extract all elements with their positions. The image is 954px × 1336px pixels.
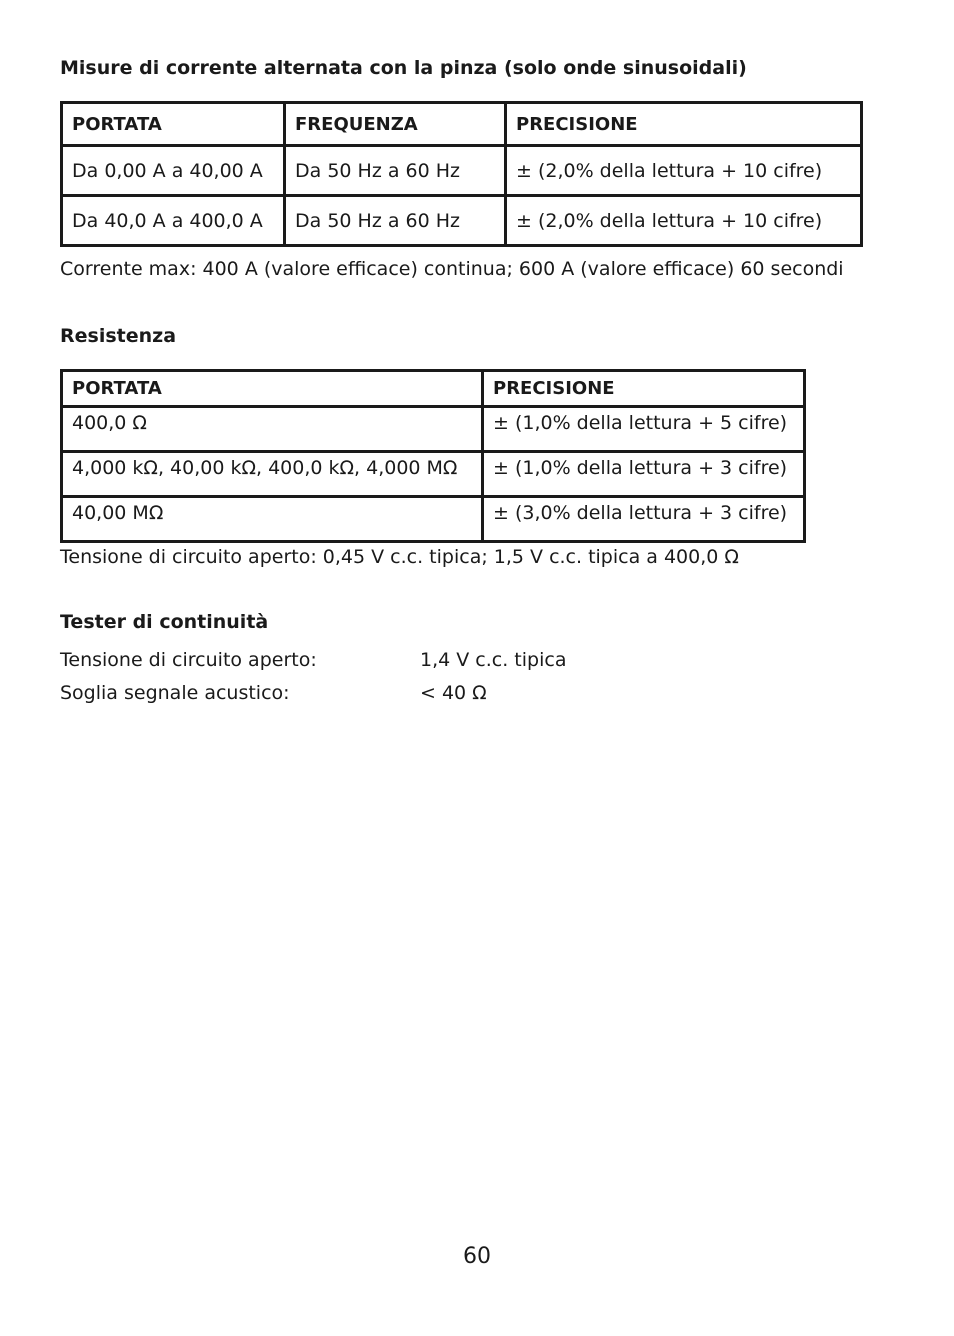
table-cell: ± (3,0% della lettura + 3 cifre) (483, 497, 805, 542)
table-cell: 40,00 MΩ (62, 497, 483, 542)
spec-value: < 40 Ω (420, 682, 487, 704)
table-header-row (62, 371, 805, 407)
spec-label: Tensione di circuito aperto: (60, 649, 317, 671)
continuity-heading: Tester di continuità (60, 611, 269, 633)
resistance-table (60, 369, 806, 543)
column-header-precisione: PRECISIONE (483, 371, 805, 407)
column-header-precisione: PRECISIONE (506, 103, 862, 146)
ac-current-table (60, 101, 863, 247)
table-cell: ± (1,0% della lettura + 5 cifre) (483, 407, 805, 452)
table-cell: Da 0,00 A a 40,00 A (62, 146, 285, 196)
spec-value: 1,4 V c.c. tipica (420, 649, 567, 671)
table-row (62, 452, 805, 497)
table-row (62, 497, 805, 542)
table-cell: ± (2,0% della lettura + 10 cifre) (506, 196, 862, 246)
ac-current-heading: Misure di corrente alternata con la pinza (solo onde sinusoidali) (60, 57, 747, 79)
page-number: 60 (463, 1244, 491, 1269)
table-header-row (62, 103, 862, 146)
column-header-portata: PORTATA (62, 371, 483, 407)
ac-current-note: Corrente max: 400 A (valore efficace) continua; 600 A (valore efficace) 60 secondi (60, 258, 844, 280)
table-cell: ± (2,0% della lettura + 10 cifre) (506, 146, 862, 196)
table-cell: 400,0 Ω (62, 407, 483, 452)
table-cell: Da 40,0 A a 400,0 A (62, 196, 285, 246)
table-cell: Da 50 Hz a 60 Hz (285, 146, 506, 196)
table-row (62, 196, 862, 246)
column-header-portata: PORTATA (62, 103, 285, 146)
table-cell: Da 50 Hz a 60 Hz (285, 196, 506, 246)
spec-label: Soglia segnale acustico: (60, 682, 290, 704)
table-row (62, 407, 805, 452)
column-header-frequenza: FREQUENZA (285, 103, 506, 146)
table-cell: 4,000 kΩ, 40,00 kΩ, 400,0 kΩ, 4,000 MΩ (62, 452, 483, 497)
table-cell: ± (1,0% della lettura + 3 cifre) (483, 452, 805, 497)
resistance-note: Tensione di circuito aperto: 0,45 V c.c. tipica; 1,5 V c.c. tipica a 400,0 Ω (60, 546, 739, 568)
resistance-heading: Resistenza (60, 325, 177, 347)
table-row (62, 146, 862, 196)
